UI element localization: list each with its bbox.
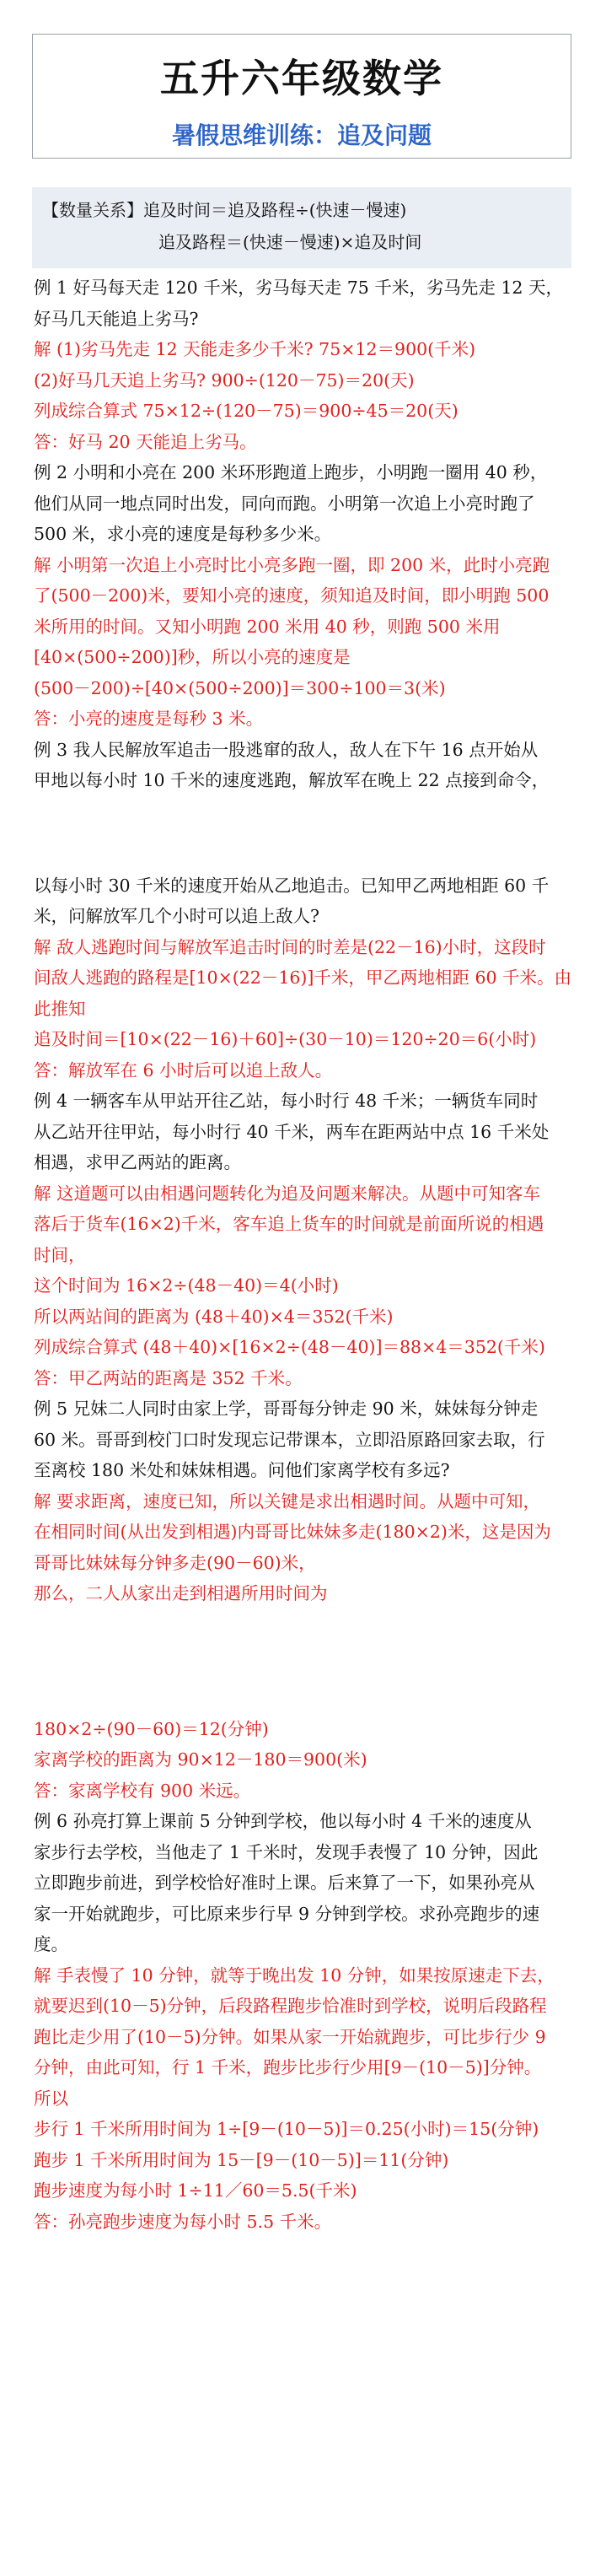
answer-line: 解 小明第一次追上小亮时比小亮多跑一圈，即 200 米，此时小亮跑 bbox=[34, 554, 550, 575]
answer-line: 米所用的时间。又知小明跑 200 米用 40 秒，则跑 500 米用 bbox=[34, 616, 501, 637]
page-subtitle: 暑假思维训练：追及问题 bbox=[171, 121, 432, 149]
page-gap bbox=[34, 796, 573, 870]
answer-line: 了(500－200)米，要知小亮的速度，须知追及时间，即小明跑 500 bbox=[34, 585, 550, 606]
answer-line: 解 (1)劣马先走 12 天能走多少千米? 75×12＝900(千米) bbox=[34, 339, 476, 359]
answer-line: 解 手表慢了 10 分钟，就等于晚出发 10 分钟，如果按原速走下去， bbox=[34, 1964, 555, 1986]
answer-line: 180×2÷(90－60)＝12(分钟) bbox=[34, 1718, 269, 1739]
answer-line: 哥哥比妹妹每分钟多走(90－60)米， bbox=[34, 1552, 316, 1573]
answer-line: 解 这道题可以由相遇问题转化为追及问题来解决。从题中可知客车 bbox=[34, 1183, 541, 1204]
answer-line: 解 敌人逃跑时间与解放军追击时间的时差是(22－16)小时，这段时 bbox=[34, 936, 546, 957]
answer-line: [40×(500÷200)]秒，所以小亮的速度是 bbox=[34, 647, 351, 667]
example-2 bbox=[34, 457, 573, 735]
answer-line: 这个时间为 16×2÷(48－40)＝4(小时) bbox=[34, 1275, 339, 1296]
answer-line: 分钟，由此可知，行 1 千米，跑步比步行少用[9－(10－5)]分钟。 bbox=[34, 2057, 542, 2078]
question-line: 例 2 小明和小亮在 200 米环形跑道上跑步，小明跑一圈用 40 秒， bbox=[34, 462, 548, 482]
question-line: 相遇，求甲乙两站的距离。 bbox=[34, 1152, 241, 1172]
question-line: 他们从同一地点同时出发，同向而跑。小明第一次追上小亮时跑了 bbox=[34, 493, 535, 514]
answer-line: 所以 bbox=[34, 2088, 68, 2109]
answer-line: 步行 1 千米所用时间为 1÷[9－(10－5)]＝0.25(小时)＝15(分钟) bbox=[34, 2119, 539, 2139]
answer-line: 答：家离学校有 900 米远。 bbox=[34, 1780, 251, 1801]
relation-line-1: 【数量关系】追及时间＝追及路程÷(快速－慢速) bbox=[42, 200, 407, 220]
question-line: 家步行去学校，当他走了 1 千米时，发现手表慢了 10 分钟，因此 bbox=[34, 1841, 539, 1862]
answer-line: (2)好马几天追上劣马? 900÷(120－75)＝20(天) bbox=[34, 369, 415, 391]
answer-line: (500－200)÷[40×(500÷200)]＝300÷100＝3(米) bbox=[34, 677, 446, 698]
answer-line: 所以两站间的距离为 (48＋40)×4＝352(千米) bbox=[34, 1306, 394, 1327]
question-line: 米，问解放军几个小时可以追上敌人? bbox=[34, 906, 319, 926]
example-4 bbox=[34, 1086, 573, 1393]
quantity-relation-box bbox=[32, 187, 571, 268]
question-line: 从乙站开往甲站，每小时行 40 千米，两车在距两站中点 16 千米处 bbox=[34, 1121, 550, 1142]
answer-line: 落后于货车(16×2)千米，客车追上货车的时间就是前面所说的相遇 bbox=[34, 1214, 544, 1234]
question-line: 例 3 我人民解放军追击一股逃窜的敌人，敌人在下午 16 点开始从 bbox=[34, 739, 539, 760]
answer-line: 那么，二人从家出走到相遇所用时间为 bbox=[34, 1583, 328, 1603]
question-line: 例 5 兄妹二人同时由家上学，哥哥每分钟走 90 米，妹妹每分钟走 bbox=[34, 1398, 539, 1419]
question-line: 甲地以每小时 10 千米的速度逃跑，解放军在晚上 22 点接到命令， bbox=[34, 770, 550, 790]
question-line: 例 4 一辆客车从甲站开往乙站，每小时行 48 千米；一辆货车同时 bbox=[34, 1091, 539, 1111]
answer-line: 追及时间＝[10×(22－16)＋60]÷(30－10)＝120÷20＝6(小时) bbox=[34, 1029, 537, 1049]
example-1 bbox=[34, 272, 573, 457]
question-line: 60 米。哥哥到校门口时发现忘记带课本，立即沿原路回家去取，行 bbox=[34, 1429, 545, 1450]
answer-line: 列成综合算式 75×12÷(120－75)＝900÷45＝20(天) bbox=[34, 401, 459, 421]
answer-line: 跑步 1 千米所用时间为 15－[9－(10－5)]＝11(分钟) bbox=[34, 2149, 449, 2170]
answer-line: 间敌人逃跑的路程是[10×(22－16)]千米，甲乙两地相距 60 千米。由 bbox=[34, 967, 572, 988]
question-line: 立即跑步前进，到学校恰好准时上课。后来算了一下，如果孙亮从 bbox=[34, 1873, 535, 1893]
answer-line: 列成综合算式 (48＋40)×[16×2÷(48－40)]＝88×4＝352(千米) bbox=[34, 1337, 545, 1357]
relation-line-2: 追及路程＝(快速－慢速)×追及时间 bbox=[158, 232, 422, 252]
answer-line: 此推知 bbox=[34, 998, 86, 1019]
answer-line: 答：孙亮跑步速度为每小时 5.5 千米。 bbox=[34, 2211, 332, 2232]
answer-line: 家离学校的距离为 90×12－180＝900(米) bbox=[34, 1749, 367, 1770]
page-title: 五升六年级数学 bbox=[160, 56, 443, 101]
answer-line: 答：解放军在 6 小时后可以追上敌人。 bbox=[34, 1059, 333, 1081]
question-line: 至离校 180 米处和妹妹相遇。问他们家离学校有多远? bbox=[34, 1460, 450, 1480]
question-line: 家一开始就跑步，可比原来步行早 9 分钟到学校。求孙亮跑步的速 bbox=[34, 1903, 540, 1924]
question-line: 好马几天能追上劣马? bbox=[34, 308, 199, 329]
question-line: 度。 bbox=[34, 1934, 68, 1954]
question-line: 例 1 好马每天走 120 千米，劣马每天走 75 千米，劣马先走 12 天， bbox=[34, 278, 563, 298]
example-5 bbox=[34, 1393, 573, 1806]
question-line: 500 米，求小亮的速度是每秒多少米。 bbox=[34, 524, 332, 544]
example-3 bbox=[34, 735, 573, 1086]
answer-line: 跑步速度为每小时 1÷11／60＝5.5(千米) bbox=[34, 2180, 357, 2201]
answer-line: 解 要求距离，速度已知，所以关键是求出相遇时间。从题中可知， bbox=[34, 1490, 541, 1512]
example-6 bbox=[34, 1806, 573, 2237]
answer-line: 答：好马 20 天能追上劣马。 bbox=[34, 431, 257, 452]
title-box bbox=[32, 34, 571, 159]
answer-line: 时间， bbox=[34, 1244, 86, 1265]
answer-line: 在相同时间(从出发到相遇)内哥哥比妹妹多走(180×2)米，这是因为 bbox=[34, 1522, 551, 1542]
answer-line: 答：小亮的速度是每秒 3 米。 bbox=[34, 709, 264, 729]
question-line: 例 6 孙亮打算上课前 5 分钟到学校，他以每小时 4 千米的速度从 bbox=[34, 1811, 532, 1831]
answer-line: 答：甲乙两站的距离是 352 千米。 bbox=[34, 1367, 303, 1388]
question-line: 以每小时 30 千米的速度开始从乙地追击。已知甲乙两地相距 60 千 bbox=[34, 875, 550, 896]
examples-content bbox=[34, 272, 573, 2237]
answer-line: 就要迟到(10－5)分钟，后段路程跑步恰准时到学校，说明后段路程 bbox=[34, 1996, 547, 2016]
answer-line: 跑比走少用了(10－5)分钟。如果从家一开始就跑步，可比步行少 9 bbox=[34, 2026, 546, 2047]
page-gap bbox=[34, 1609, 573, 1714]
